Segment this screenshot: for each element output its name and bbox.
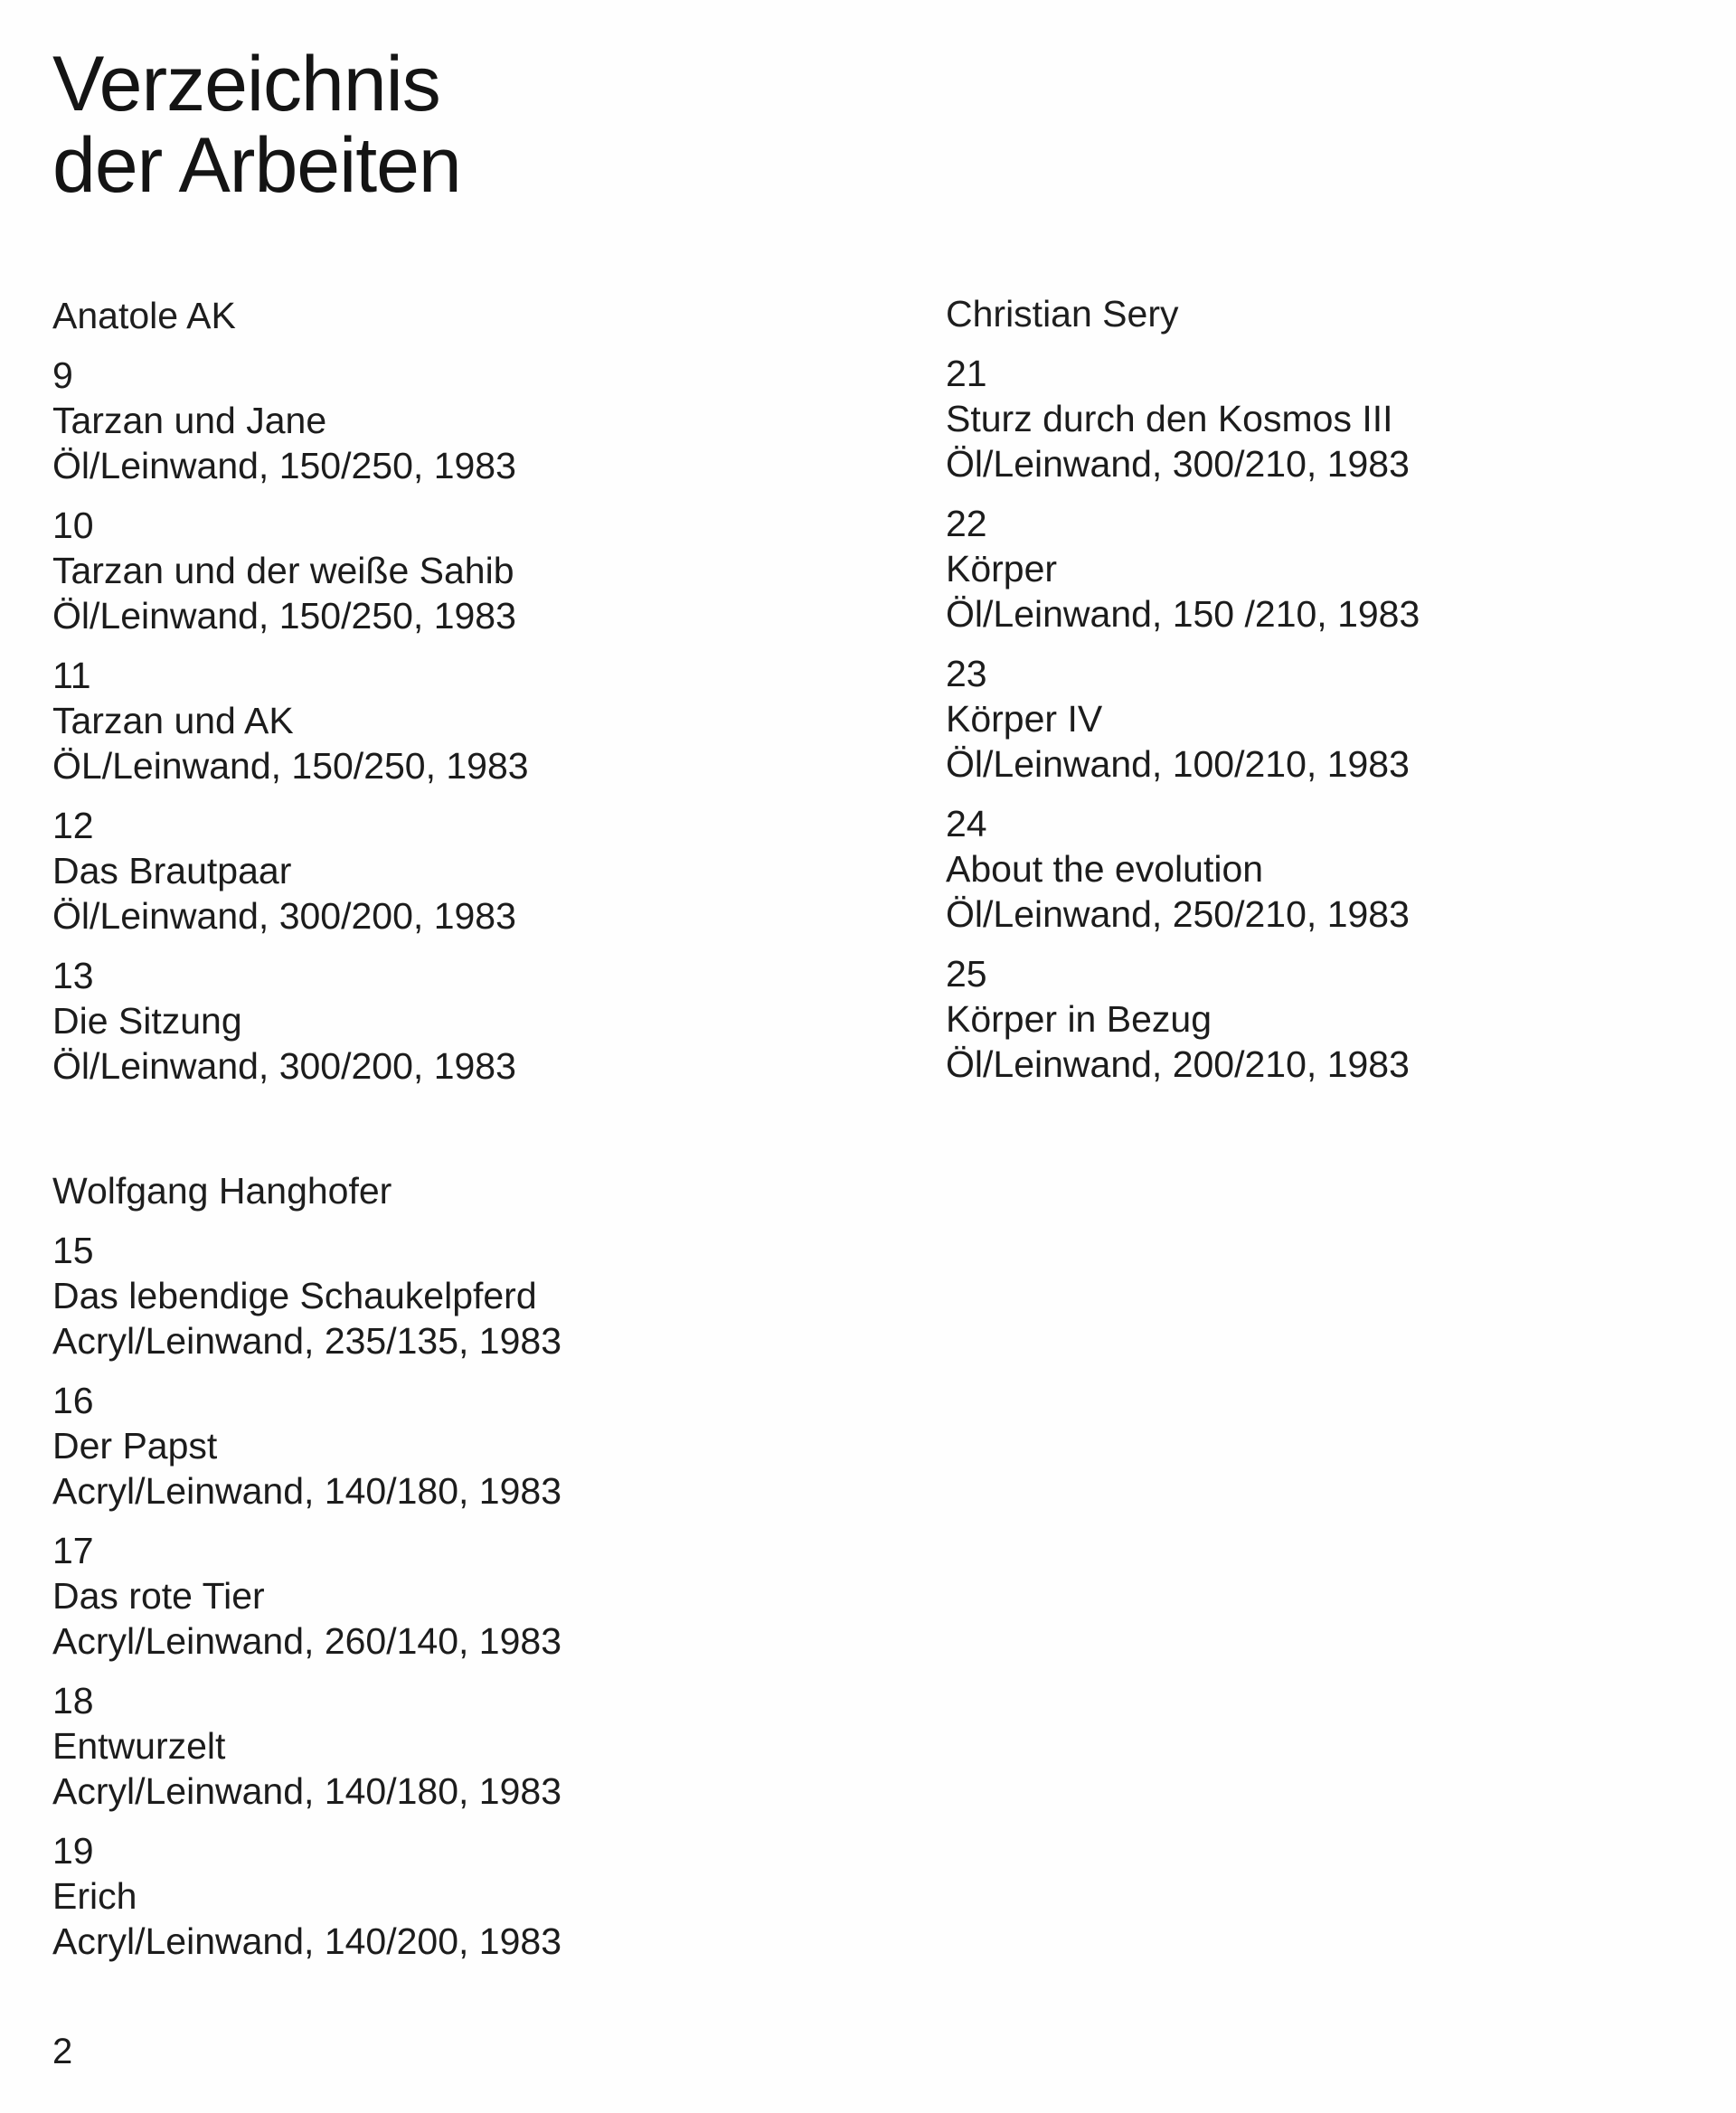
page-title-line-2: der Arbeiten: [52, 122, 461, 209]
right-column: [946, 291, 1736, 1101]
work-details: Acryl/Leinwand, 140/180, 1983: [52, 1770, 562, 1812]
work-number: 12: [52, 805, 94, 846]
work-entry: [946, 651, 1736, 787]
work-details: Öl/Leinwand, 300/200, 1983: [52, 895, 516, 937]
work-details: Öl/Leinwand, 150 /210, 1983: [946, 593, 1420, 635]
work-title: Körper IV: [946, 698, 1103, 740]
work-details: Acryl/Leinwand, 235/135, 1983: [52, 1320, 562, 1362]
work-entry: [52, 1678, 866, 1814]
work-title: Sturz durch den Kosmos III: [946, 398, 1393, 439]
work-details: Öl/Leinwand, 150/250, 1983: [52, 445, 516, 486]
work-number: 18: [52, 1680, 94, 1722]
work-entry: [52, 503, 866, 638]
artist-name: Anatole AK: [52, 295, 236, 336]
work-entry: [946, 351, 1736, 486]
work-details: Öl/Leinwand, 250/210, 1983: [946, 893, 1410, 935]
work-number: 22: [946, 503, 987, 544]
work-number: 19: [52, 1830, 94, 1872]
work-number: 13: [52, 955, 94, 996]
left-column: [52, 293, 866, 1978]
work-title: About the evolution: [946, 848, 1264, 890]
work-entry: [52, 353, 866, 488]
work-title: Entwurzelt: [52, 1725, 226, 1767]
section-spacer: [52, 1103, 866, 1168]
work-details: Acryl/Leinwand, 140/180, 1983: [52, 1470, 562, 1512]
work-entry: [52, 953, 866, 1089]
work-number: 11: [52, 655, 91, 696]
work-number: 24: [946, 803, 987, 844]
work-entry: [52, 653, 866, 788]
artist-section-anatole-ak: [52, 293, 866, 1089]
work-title: Die Sitzung: [52, 1000, 242, 1042]
artist-section-christian-sery: [946, 291, 1736, 1087]
work-title: Das lebendige Schaukelpferd: [52, 1275, 537, 1316]
page-number: 2: [52, 2032, 73, 2071]
work-title: Erich: [52, 1875, 137, 1917]
work-title: Tarzan und Jane: [52, 400, 327, 441]
work-entry: [52, 1828, 866, 1964]
work-details: Öl/Leinwand, 300/210, 1983: [946, 443, 1410, 485]
work-number: 16: [52, 1380, 94, 1421]
page-title: [52, 41, 461, 209]
work-number: 25: [946, 953, 987, 995]
work-details: Öl/Leinwand, 300/200, 1983: [52, 1045, 516, 1087]
artist-name: Christian Sery: [946, 293, 1179, 335]
work-entry: [946, 951, 1736, 1087]
work-number: 15: [52, 1230, 94, 1271]
work-number: 9: [52, 354, 73, 396]
work-title: Körper: [946, 548, 1058, 590]
work-details: Öl/Leinwand, 200/210, 1983: [946, 1043, 1410, 1085]
work-entry: [946, 501, 1736, 637]
work-title: Körper in Bezug: [946, 998, 1212, 1040]
work-number: 17: [52, 1530, 94, 1571]
artist-section-wolfgang-hanghofer: [52, 1168, 866, 1964]
work-details: Öl/Leinwand, 100/210, 1983: [946, 743, 1410, 785]
work-title: Das rote Tier: [52, 1575, 265, 1617]
artist-name: Wolfgang Hanghofer: [52, 1170, 392, 1212]
work-entry: [946, 801, 1736, 937]
work-number: 10: [52, 505, 94, 546]
work-title: Der Papst: [52, 1425, 218, 1467]
page-title-line-1: Verzeichnis: [52, 41, 440, 127]
work-entry: [52, 1528, 866, 1664]
work-details: Acryl/Leinwand, 260/140, 1983: [52, 1620, 562, 1662]
work-title: Tarzan und AK: [52, 700, 294, 741]
work-title: Das Brautpaar: [52, 850, 292, 891]
work-details: Acryl/Leinwand, 140/200, 1983: [52, 1920, 562, 1962]
work-details: ÖL/Leinwand, 150/250, 1983: [52, 745, 529, 787]
work-entry: [52, 1378, 866, 1514]
work-entry: [52, 1228, 866, 1363]
work-number: 23: [946, 653, 987, 694]
work-title: Tarzan und der weiße Sahib: [52, 550, 514, 591]
work-number: 21: [946, 353, 987, 394]
work-details: Öl/Leinwand, 150/250, 1983: [52, 595, 516, 637]
work-entry: [52, 803, 866, 939]
